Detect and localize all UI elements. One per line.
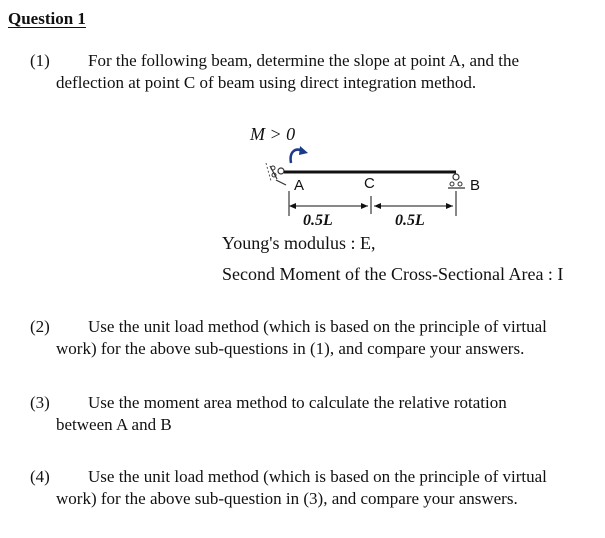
subquestion-1-line-1: For the following beam, determine the slope at point A, and the [88, 51, 520, 70]
dim-label-left: 0.5L [303, 212, 333, 229]
subquestion-2-line-2: work) for the above sub-questions in (1), and compare your answers. [56, 339, 525, 358]
subquestion-3-line-1: Use the moment area method to calculate the relative rotation [88, 393, 507, 412]
label-point-c: C [364, 175, 375, 192]
label-point-a: A [294, 177, 305, 194]
subquestion-3-number: (3) [30, 393, 50, 412]
youngs-modulus-label: Young's modulus : E, [222, 233, 376, 253]
subquestion-3-line-2: between A and B [56, 415, 172, 434]
subquestion-1-line-2: deflection at point C of beam using direct integration method. [56, 73, 477, 92]
subquestion-2-line-1: Use the unit load method (which is based on the principle of virtual [88, 317, 547, 336]
subquestion-4-line-2: work) for the above sub-question in (3), and compare your answers. [56, 489, 518, 508]
pin-support-a-icon [266, 163, 286, 185]
subquestion-4-line-1: Use the unit load method (which is based on the principle of virtual [88, 467, 547, 486]
moment-label: M > 0 [250, 124, 296, 144]
inertia-label: Second Moment of the Cross-Sectional Area : I [222, 264, 564, 284]
subquestion-1-number: (1) [30, 51, 50, 70]
subquestion-4-number: (4) [30, 467, 50, 486]
dim-label-right: 0.5L [395, 212, 425, 229]
label-point-b: B [470, 177, 481, 194]
question-title: Question 1 [8, 9, 86, 28]
subquestion-2-number: (2) [30, 317, 50, 336]
roller-support-b-icon [448, 174, 465, 188]
moment-arrowhead-icon [299, 146, 308, 155]
